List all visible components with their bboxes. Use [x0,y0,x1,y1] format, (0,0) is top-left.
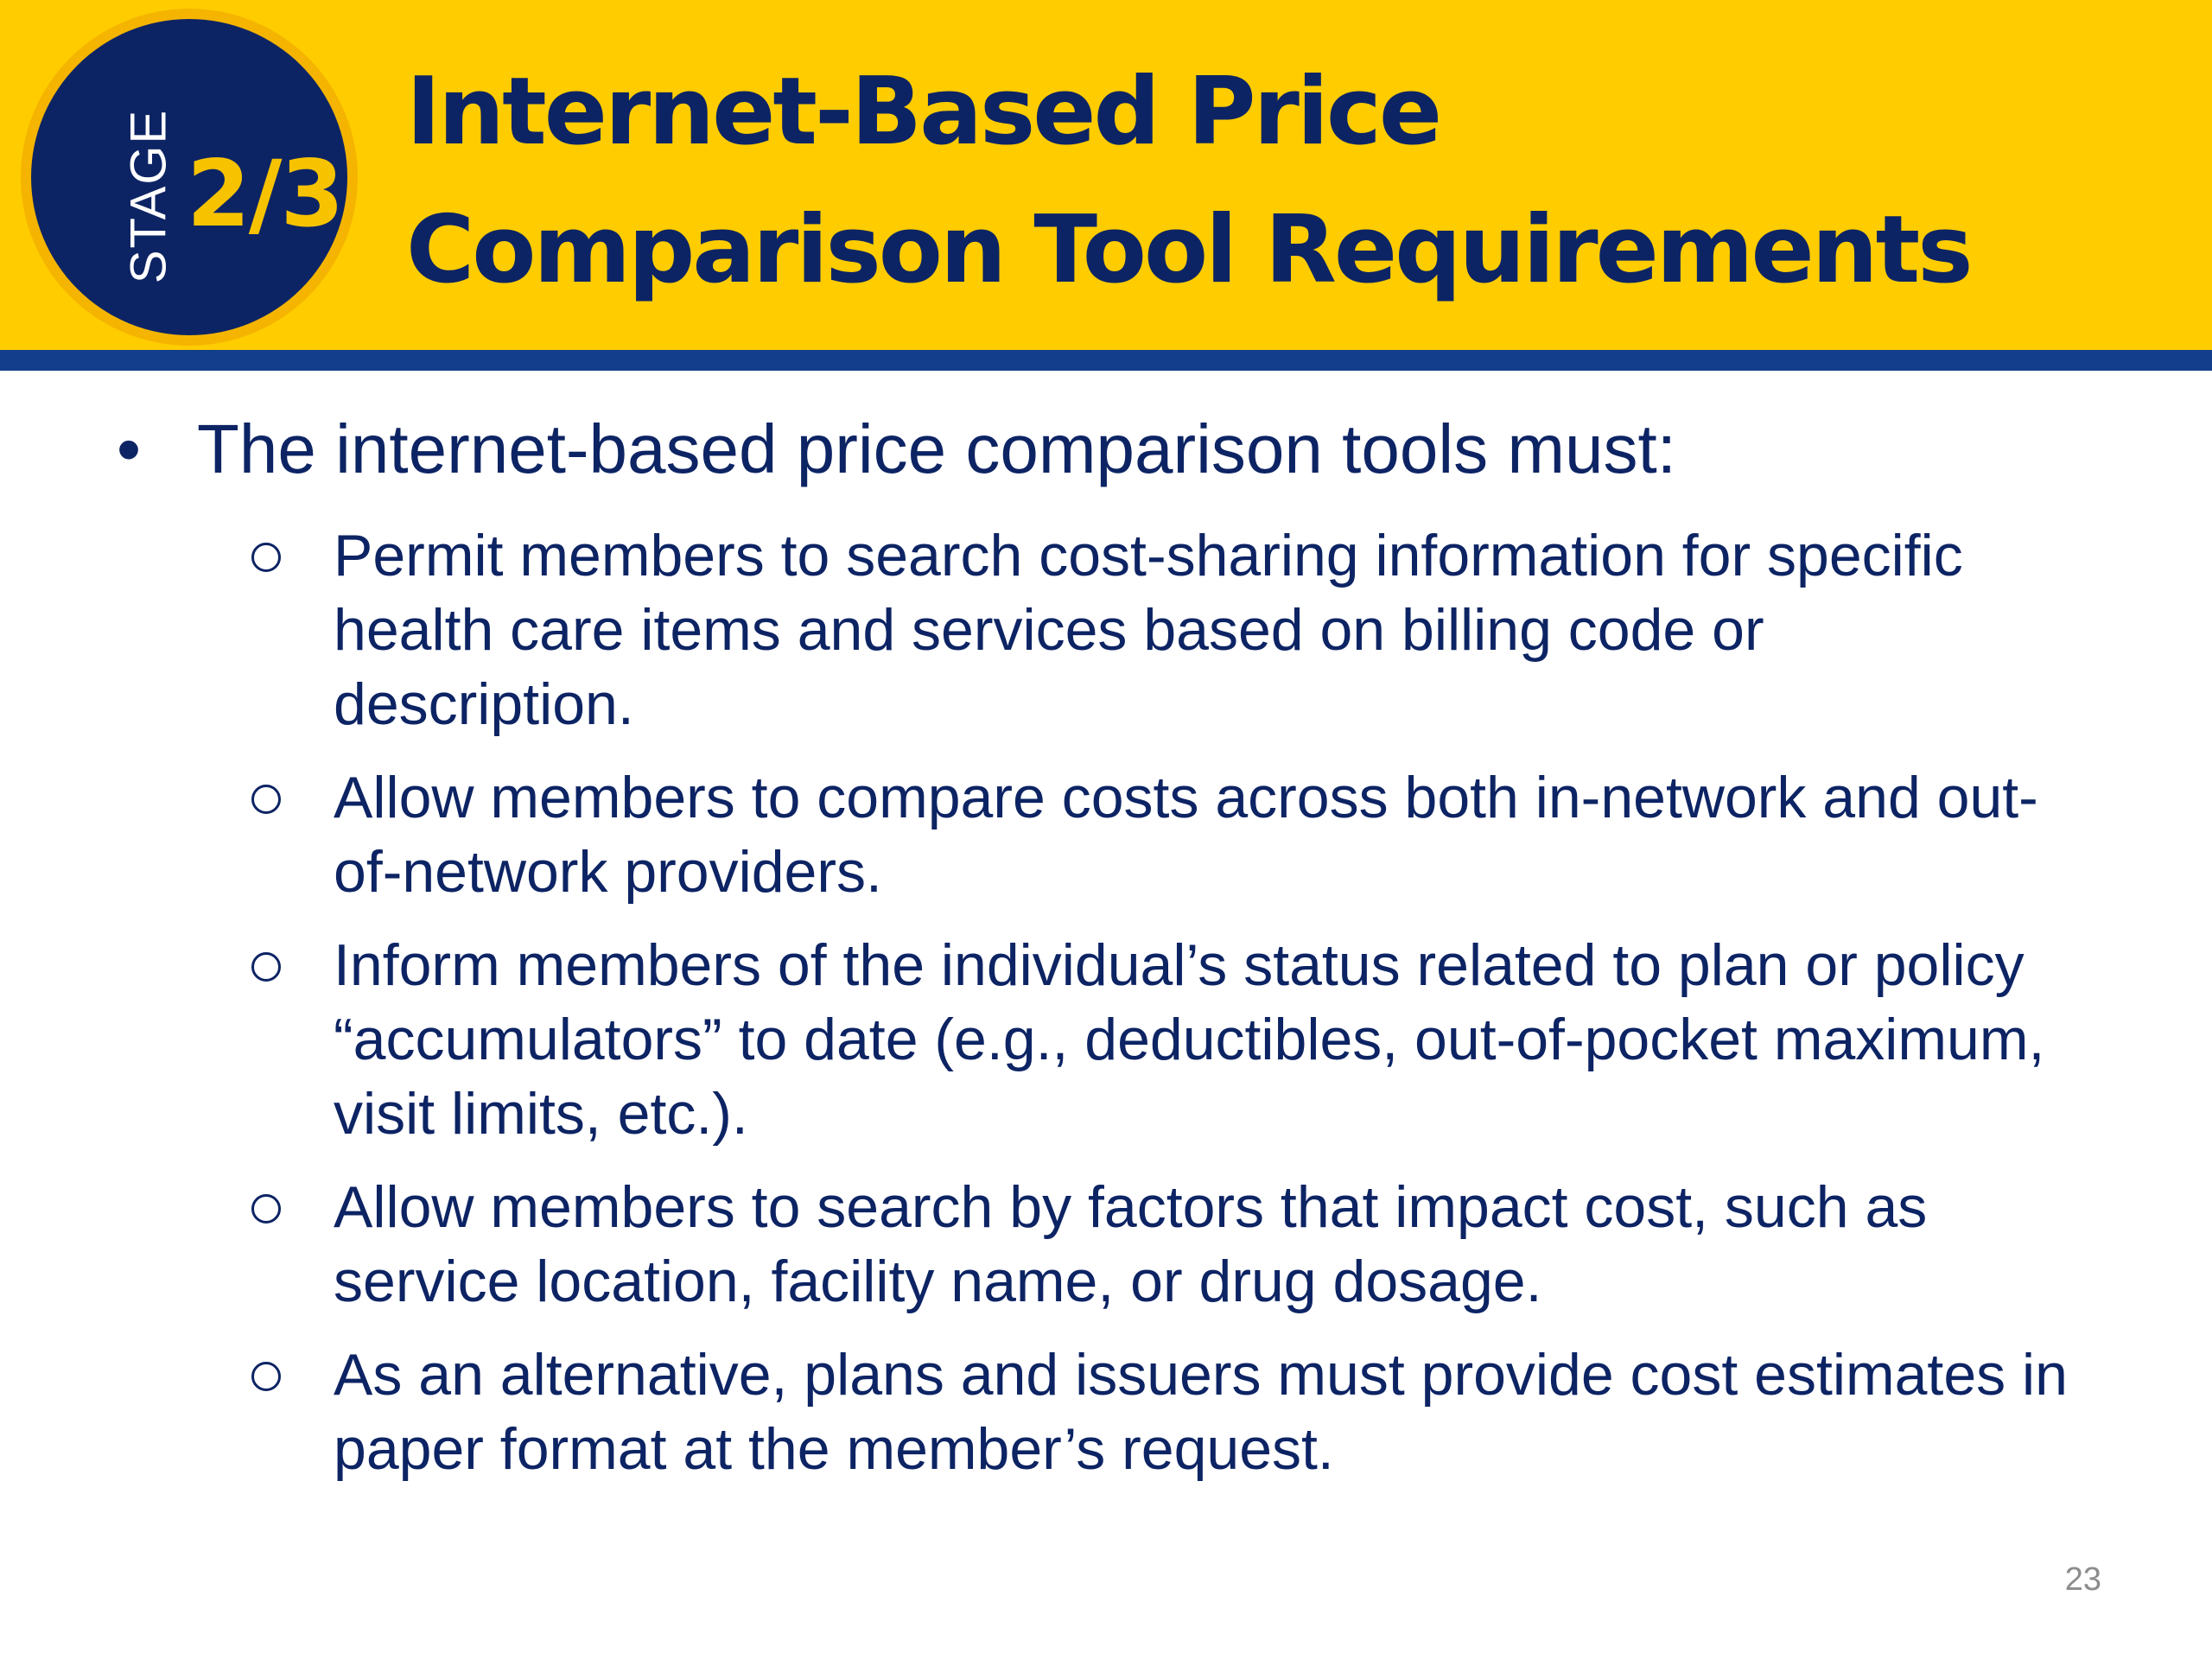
list-item [0,928,2212,1151]
main-bullet-text: The internet-based price comparison tools must: [197,410,1676,487]
slide-title-line-1: Internet-Based Price [406,58,1440,166]
sub-bullet-text: Permit members to search cost-sharing information for specific health care items and services based on billing code or description. [334,523,1963,737]
stage-label: STAGE [120,108,177,284]
circle-bullet-icon [251,952,281,982]
stage-fraction: 2/3 [187,141,343,247]
list-item [0,1170,2212,1319]
sub-bullet-text: Allow members to search by factors that impact cost, such as service location, facility name, or drug dosage. [334,1174,1928,1314]
page-number: 23 [2064,1561,2101,1598]
list-item [0,1338,2212,1486]
sub-bullet-text: As an alternative, plans and issuers must provide cost estimates in paper format at the member’s request. [334,1342,2068,1482]
stage-badge [31,19,347,335]
slide-title [406,43,1970,320]
header-divider [0,350,2212,371]
slide-title-line-2: Comparison Tool Requirements [406,196,1971,304]
circle-bullet-icon [251,1194,281,1224]
circle-bullet-icon [251,543,281,572]
sub-bullet-list [0,518,2212,1505]
list-item [0,760,2212,909]
sub-bullet-text: Allow members to compare costs across both in-network and out-of-network providers. [334,765,2038,905]
circle-bullet-icon [251,1362,281,1391]
list-item [0,518,2212,741]
bullet-marker: • [117,410,142,487]
circle-bullet-icon [251,785,281,814]
sub-bullet-text: Inform members of the individual’s status related to plan or policy “accumulators” to date (e.g., deductibles, out-of-pocket maximum, visit limits, etc.). [334,932,2045,1147]
